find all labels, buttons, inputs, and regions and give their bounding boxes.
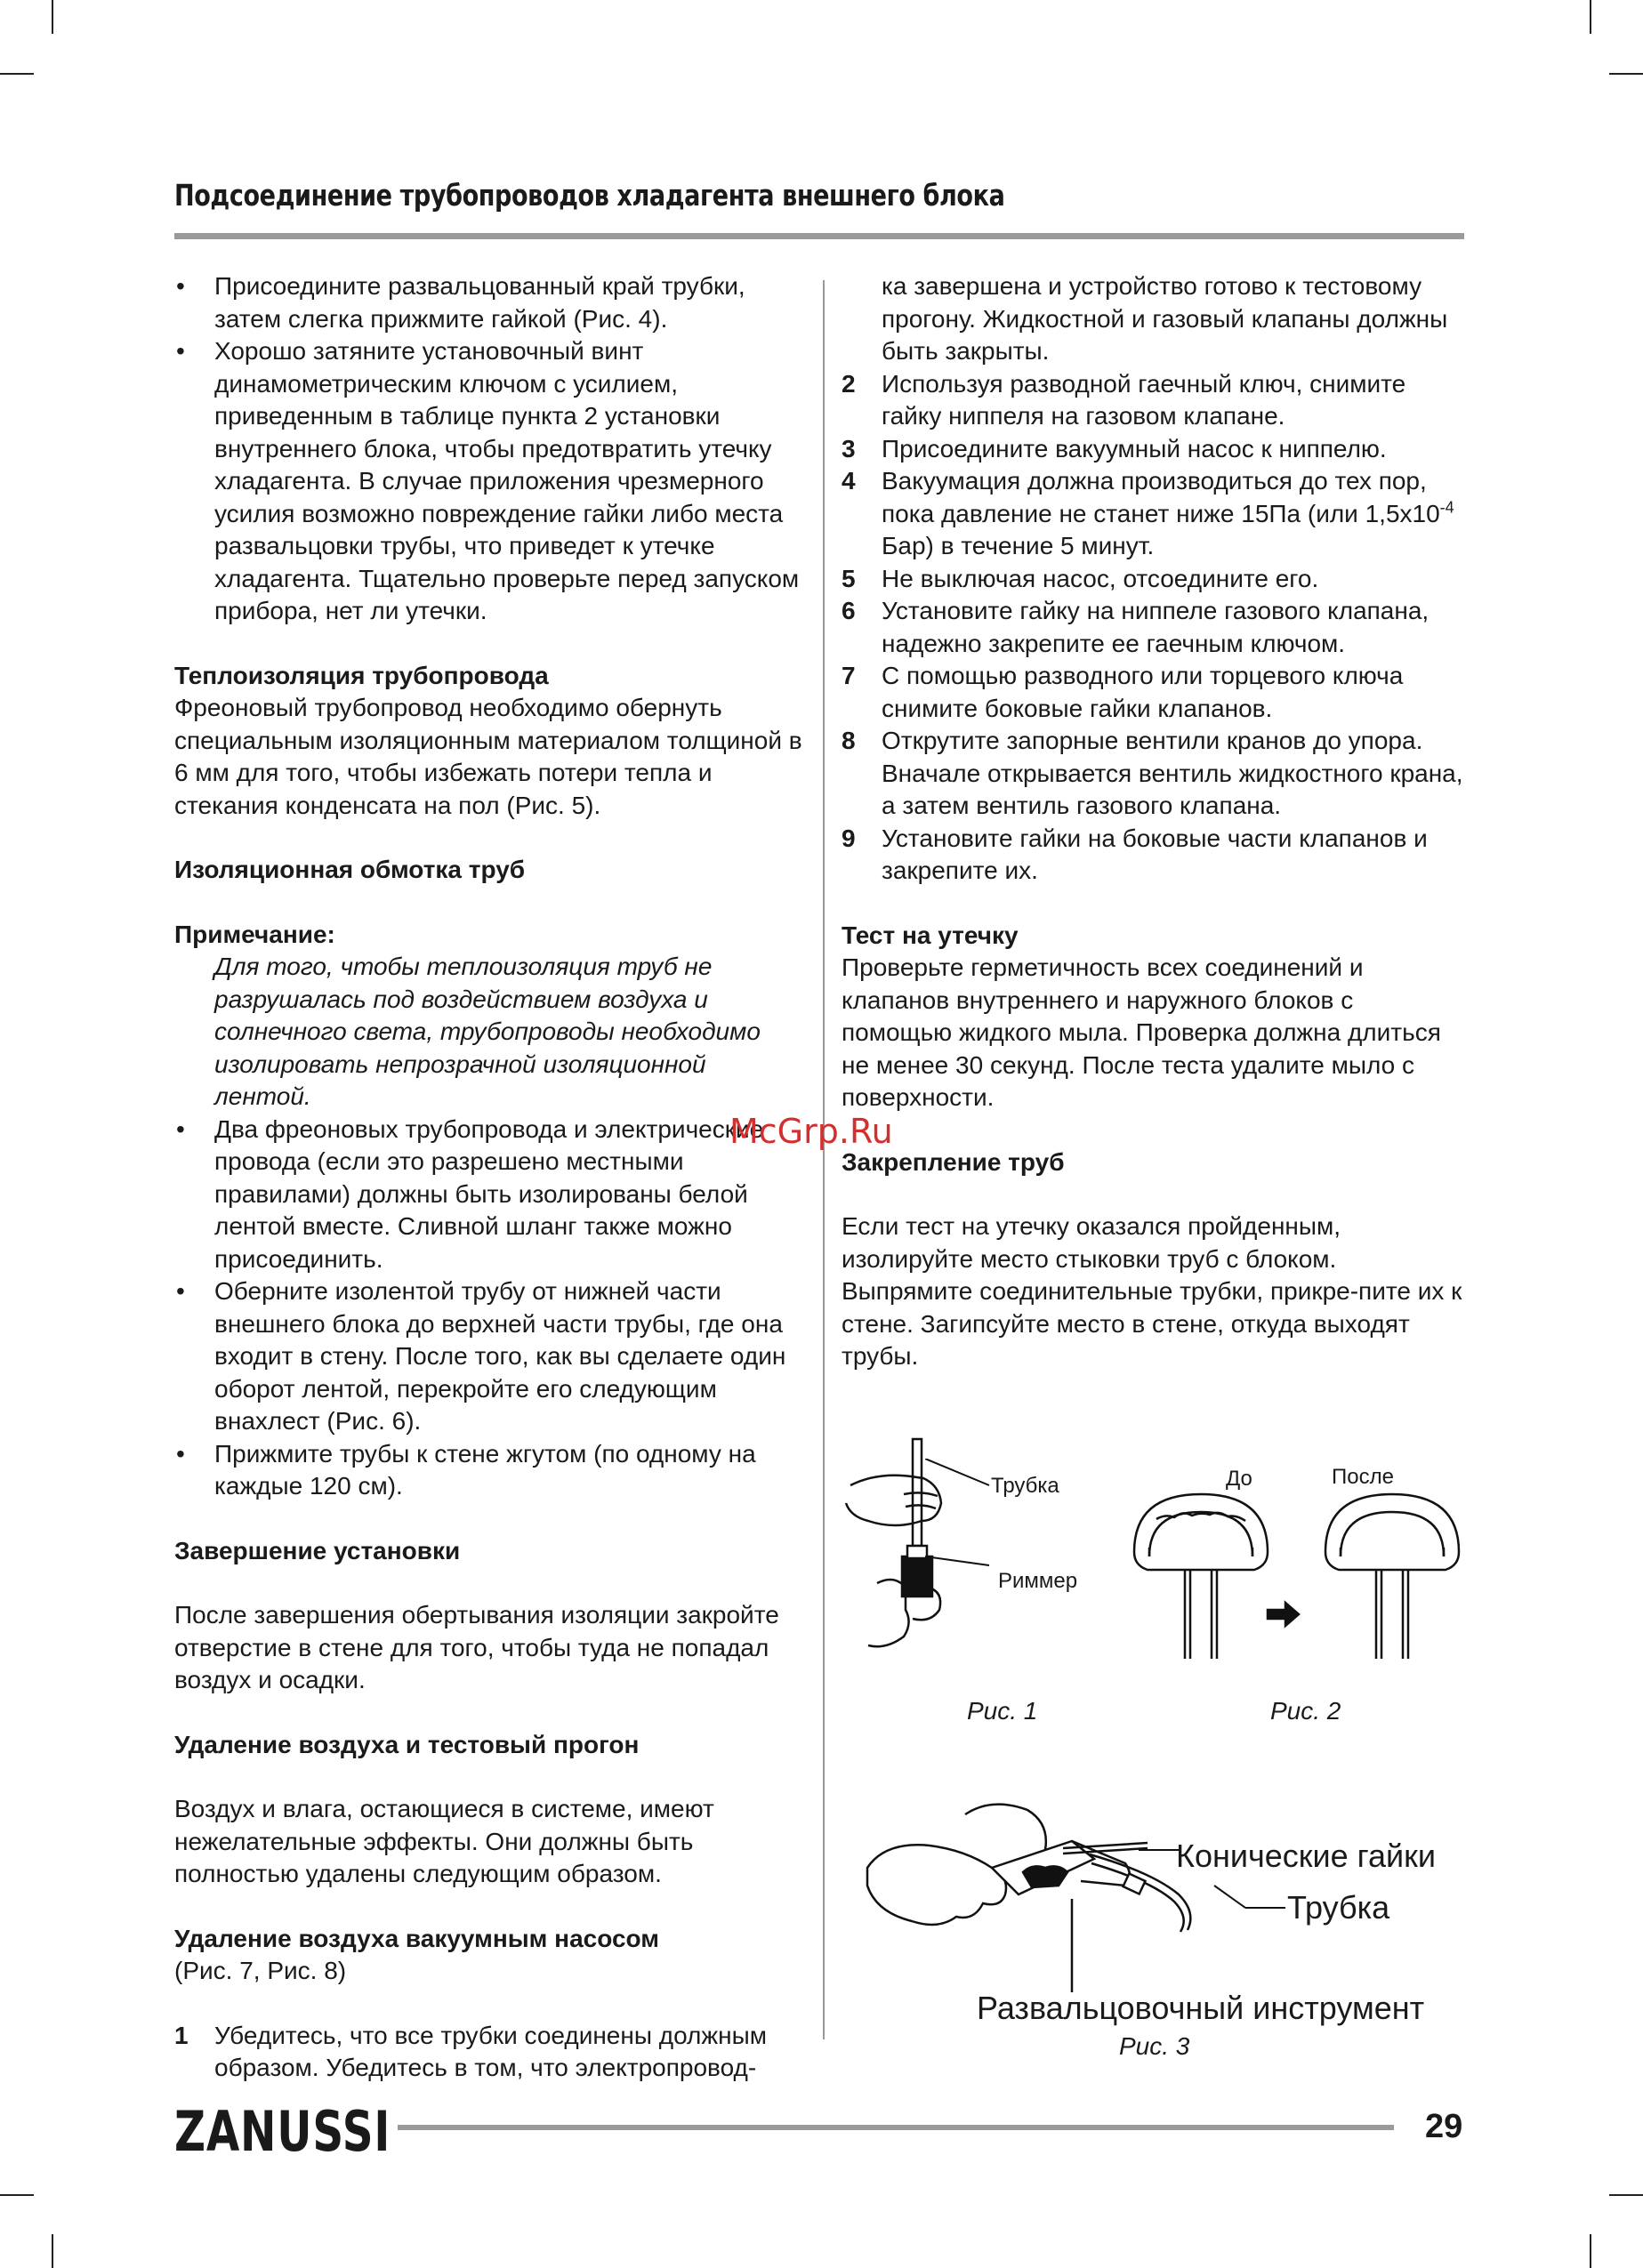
step-number: 6	[842, 597, 856, 624]
crop-mark	[1609, 2194, 1643, 2196]
page-number: 29	[1425, 2108, 1463, 2145]
figure-3-caption: Рис. 3	[1119, 2032, 1190, 2060]
figure-reference: (Рис. 7, Рис. 8)	[174, 1957, 347, 1984]
step-text: Убедитесь, что все трубки соединены должным образом. Убедитесь в том, что электропровод-	[214, 2021, 767, 2081]
figure-1-tube-label: Трубка	[991, 1474, 1059, 1498]
figure-3-tube-label: Трубка	[1287, 1889, 1390, 1926]
step-text: Используя разводной гаечный ключ, снимите гайку ниппеля на газовом клапане.	[882, 369, 1406, 430]
step-continuation: ка завершена и устройство готово к тестовому прогону. Жидкостной и газовый клапаны должны быть закрыты.	[882, 272, 1448, 365]
step-item	[842, 368, 1464, 433]
paragraph: Если тест на утечку оказался пройденным, изолируйте место стыковки труб с блоком. Выпрямите соединительные трубки, прикре-пите их к стене. Загипсуйте место в стене, откуда выходят трубы.	[842, 1212, 1462, 1370]
crop-mark	[52, 0, 53, 34]
step-item	[174, 2020, 806, 2085]
step-text: Открутите запорные вентили кранов до упора. Вначале открывается вентиль жидкостного крана, а затем вентиль газового клапана.	[882, 727, 1463, 819]
list-item: • Хорошо затяните установочный винт динамометрическим ключом с усилием, приведенным в таблице пункта 2 установки внутреннего блока, чтобы предотвратить утечку хладагента. В случае приложения чрезмерного усилия возможно повреждение гайки либо места развальцовки трубы, что приведет к утечке хладагента. Тщательно проверьте перед запуском прибора, нет ли утечки.	[174, 335, 806, 628]
figure-2-before-label: До	[1226, 1467, 1252, 1491]
figure-2-after-label: После	[1332, 1465, 1394, 1489]
left-column	[174, 270, 806, 2085]
note-heading: Примечание:	[174, 920, 335, 948]
crop-mark	[0, 73, 34, 75]
step-text: Присоедините вакуумный насос к ниппелю.	[882, 434, 1387, 462]
footer-rule	[398, 2125, 1394, 2130]
step-number: 8	[842, 727, 856, 754]
section-heading: Изоляционная обмотка труб	[174, 856, 526, 883]
watermark: McGrp.Ru	[729, 1112, 893, 1151]
crop-mark	[1609, 73, 1643, 75]
step-number: 9	[842, 824, 856, 852]
figure-1-reamer-label: Риммер	[998, 1569, 1078, 1593]
list-item: • Оберните изолентой трубу от нижней части внешнего блока до верхней части трубы, где она входит в стену. После того, как вы сделаете один оборот лентой, перекройте его следующим внахлест (Рис. 6).	[174, 1275, 806, 1438]
step-text: Вакуумация должна производиться до тех пор, пока давление не станет ниже 15Па (или 1,5х10	[882, 467, 1440, 527]
step-number: 1	[174, 2021, 189, 2049]
figure-1-caption: Рис. 1	[967, 1697, 1038, 1725]
crop-mark	[1590, 0, 1591, 34]
section-heading: Тест на утечку	[842, 921, 1019, 949]
list-item: • Прижмите трубы к стене жгутом (по одному на каждые 120 см).	[174, 1438, 806, 1503]
step-item	[842, 660, 1464, 725]
figure-2-flare-illustration	[1130, 1485, 1468, 1663]
section-heading: Закрепление труб	[842, 1147, 1065, 1176]
step-text: Установите гайки на боковые части клапанов и закрепите их.	[882, 824, 1428, 884]
crop-mark	[0, 2194, 34, 2196]
section-heading: Завершение установки	[174, 1536, 461, 1564]
section-heading: Теплоизоляция трубопровода	[174, 661, 549, 689]
paragraph: После завершения обертывания изоляции закройте отверстие в стене для того, чтобы туда не попадал воздух и осадки.	[174, 1601, 779, 1693]
right-column	[842, 270, 1464, 1373]
step-item	[842, 563, 1464, 596]
figure-3-nuts-label: Конические гайки	[1176, 1838, 1436, 1874]
step-text: Не выключая насос, отсоедините его.	[882, 564, 1319, 592]
step-item	[842, 725, 1464, 823]
title-rule	[174, 233, 1464, 239]
column-divider	[823, 280, 825, 2039]
step-item	[842, 465, 1464, 563]
step-text-cont: Бар) в течение 5 минут.	[882, 532, 1155, 559]
step-item	[842, 433, 1464, 466]
page-title: Подсоединение трубопроводов хладагента внешнего блока	[174, 178, 1005, 213]
step-number: 3	[842, 434, 856, 462]
step-item	[842, 595, 1464, 660]
list-item: • Присоедините развальцованный край трубки, затем слегка прижмите гайкой (Рис. 4).	[174, 270, 806, 335]
step-number: 7	[842, 662, 856, 689]
section-heading: Удаление воздуха и тестовый прогон	[174, 1730, 640, 1758]
figure-3-tool-label: Развальцовочный инструмент	[977, 1990, 1425, 2026]
paragraph: Воздух и влага, остающиеся в системе, имеют нежелательные эффекты. Они должны быть полностью удалены следующим образом.	[174, 1795, 714, 1887]
step-number: 4	[842, 467, 856, 495]
crop-mark	[52, 2234, 53, 2268]
step-number: 5	[842, 564, 856, 592]
figure-2-caption: Рис. 2	[1270, 1697, 1341, 1725]
list-item: • Два фреоновых трубопровода и электрические провода (если это разрешено местными правилами) должны быть изолированы белой лентой вместе. Сливной шланг также можно присоединить.	[174, 1114, 806, 1276]
figure-1-leader-lines	[925, 1459, 996, 1574]
step-number: 2	[842, 369, 856, 398]
paragraph: Проверьте герметичность всех соединений и клапанов внутреннего и наружного блоков с помощью жидкого мыла. Проверка должна длиться не менее 30 секунд. После теста удалите мыло с поверхности.	[842, 953, 1441, 1111]
brand-logo: ZANUSSI	[174, 2099, 391, 2164]
step-text: Установите гайку на ниппеле газового клапана, надежно закрепите ее гаечным ключом.	[882, 597, 1430, 657]
paragraph: Фреоновый трубопровод необходимо обернуть специальным изоляционным материалом толщиной в 6 мм для того, чтобы избежать потери тепла и стекания конденсата на пол (Рис. 5).	[174, 694, 802, 819]
step-text: С помощью разводного или торцевого ключа снимите боковые гайки клапанов.	[882, 662, 1404, 722]
crop-mark	[1590, 2234, 1591, 2268]
note-text: Для того, чтобы теплоизоляция труб не разрушалась под воздействием воздуха и солнечного света, трубопроводы необходимо изолировать непрозрачной изоляционной лентой.	[214, 953, 761, 1110]
step-item	[842, 823, 1464, 888]
superscript: -4	[1439, 498, 1454, 517]
section-heading: Удаление воздуха вакуумным насосом	[174, 1924, 659, 1952]
